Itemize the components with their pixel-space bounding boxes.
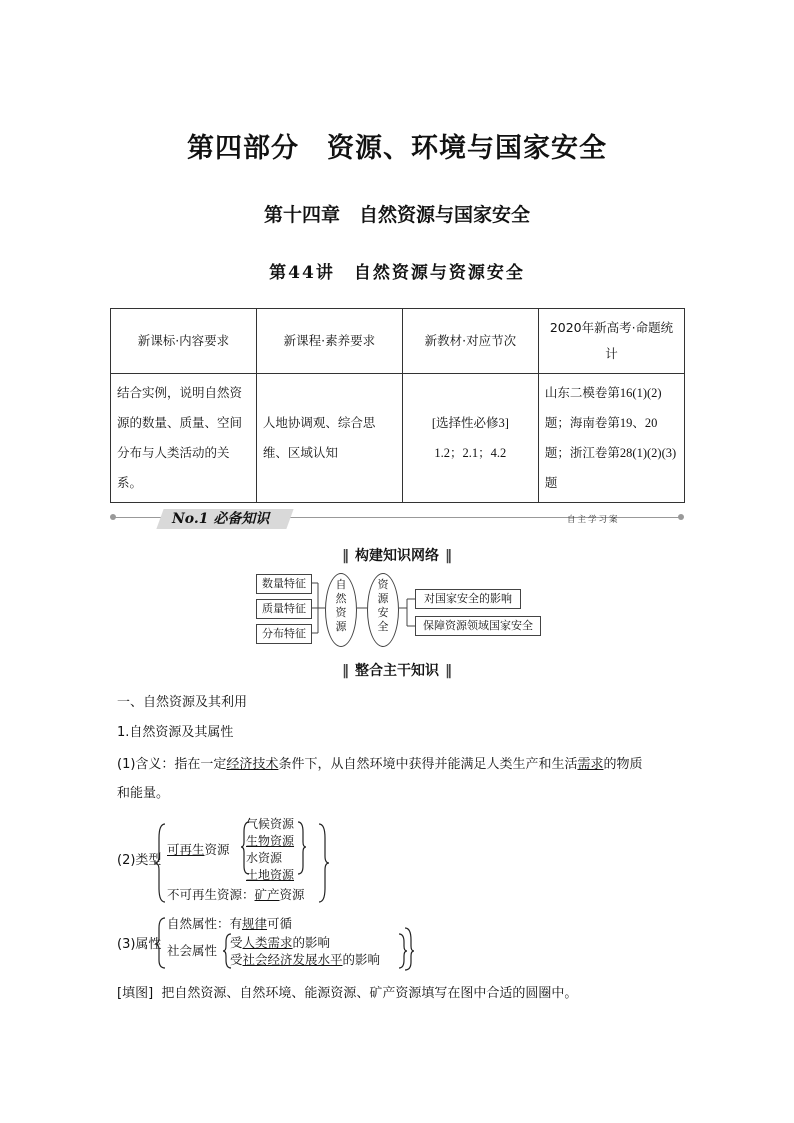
- definition-line-1: [117, 755, 642, 775]
- diagram-right-box: 对国家安全的影响: [415, 589, 521, 609]
- ellipse-char: 然: [335, 592, 347, 605]
- table-cell: [402, 374, 538, 503]
- table-header-row: [111, 309, 685, 374]
- section-divider-dot: [110, 514, 116, 520]
- nonrenewable-line: [167, 885, 305, 905]
- text-span: 的物质: [603, 757, 643, 772]
- list-item: 气候资源: [246, 817, 295, 831]
- integrate-knowledge-header: [0, 660, 794, 680]
- ellipse-char: 资: [377, 578, 389, 591]
- build-network-header: [0, 545, 794, 565]
- section-divider-dot: [678, 514, 684, 520]
- text-span: 受: [230, 952, 243, 967]
- underlined-answer: 规律: [242, 916, 268, 931]
- section-right-label: 自主学习案: [567, 515, 620, 525]
- underlined-answer: 矿产: [254, 887, 280, 902]
- list-item: 水资源: [246, 851, 283, 865]
- attributes-label: (3)属性: [117, 937, 162, 952]
- diagram-left-box: 分布特征: [256, 624, 312, 644]
- fill-instruction: [117, 984, 577, 1004]
- section-heading: 一、自然资源及其利用: [117, 695, 248, 710]
- table-header-cell: 2020年新高考·命题统计: [538, 309, 684, 374]
- underlined-answer: 人类需求: [242, 935, 293, 950]
- diagram-ellipse-natural-resources: [325, 573, 357, 647]
- underlined-answer: 经济技术: [226, 757, 279, 772]
- ellipse-char: 全: [377, 620, 389, 633]
- diagram-ellipse-resource-security: [367, 573, 399, 647]
- subsection-heading: 1.自然资源及其属性: [117, 725, 234, 740]
- diagram-left-box: 质量特征: [256, 599, 312, 619]
- table-header-cell: 新课程·素养要求: [256, 309, 402, 374]
- diagram-right-box: 保障资源领域国家安全: [415, 616, 541, 636]
- ellipse-char: 源: [377, 592, 389, 605]
- text-span: 把自然资源、自然环境、能源资源、矿产资源填写在图中合适的圆圈中。: [161, 986, 578, 1001]
- table-header-cell: 新课标·内容要求: [111, 309, 257, 374]
- text-span: 资源: [279, 887, 305, 902]
- ellipse-char: 自: [335, 578, 347, 591]
- table-cell-line: [选择性必修3]: [431, 416, 509, 430]
- underlined-answer: 需求: [577, 757, 604, 772]
- natural-attribute-line: [167, 915, 292, 933]
- text-span: 的影响: [292, 935, 331, 950]
- header-label: 构建知识网络: [355, 548, 439, 564]
- ellipse-char: 资: [335, 606, 347, 619]
- lecture-title: 第44讲 自然资源与资源安全: [269, 263, 525, 283]
- list-item: [230, 934, 380, 951]
- underlined-answer: 可再生: [167, 842, 205, 857]
- list-item: [230, 951, 380, 968]
- text-span: 的影响: [342, 952, 381, 967]
- renewable-line: [167, 840, 230, 860]
- text-span: 可循: [267, 916, 293, 931]
- text-span: 条件下，从自然环境中获得并能满足人类生产和生活: [278, 757, 578, 772]
- header-bar-icon: ‖: [342, 663, 349, 679]
- table-row: [111, 374, 685, 503]
- list-item: 生物资源: [246, 834, 295, 848]
- header-label: 整合主干知识: [355, 663, 439, 679]
- text-span: (1)含义：指在一定: [117, 757, 227, 772]
- table-header-cell: 新教材·对应节次: [402, 309, 538, 374]
- ellipse-char: 源: [335, 620, 347, 633]
- text-span: 自然属性：有: [167, 916, 243, 931]
- text-span: 不可再生资源：: [167, 887, 255, 902]
- table-cell: 结合实例，说明自然资源的数量、质量、空间分布与人类活动的关系。: [111, 374, 257, 503]
- section-tab-label: No.1 必备知识: [172, 511, 270, 527]
- list-item: 土地资源: [246, 868, 295, 882]
- social-attribute-label: 社会属性: [167, 943, 218, 958]
- ellipse-char: 安: [377, 606, 389, 619]
- social-attribute-items: [230, 934, 380, 968]
- text-span: 受: [230, 935, 243, 950]
- header-bar-icon: ‖: [342, 548, 349, 564]
- fill-tag: [填图]: [117, 986, 154, 1001]
- definition-line-2: 和能量。: [117, 786, 170, 801]
- chapter-title: 第十四章 自然资源与国家安全: [263, 204, 530, 226]
- table-cell-line: 1.2；2.1；4.2: [434, 446, 507, 460]
- table-cell: 人地协调观、综合思维、区域认知: [256, 374, 402, 503]
- text-span: 资源: [204, 842, 230, 857]
- underlined-answer: 社会经济发展水平: [242, 952, 343, 967]
- renewable-items: [246, 816, 294, 884]
- requirements-table: [110, 308, 685, 503]
- part-title: 第四部分 资源、环境与国家安全: [187, 133, 607, 164]
- types-label: (2)类型: [117, 853, 162, 868]
- diagram-left-box: 数量特征: [256, 574, 312, 594]
- header-bar-icon: ‖: [445, 548, 452, 564]
- table-cell: 山东二模卷第16(1)(2)题；海南卷第19、20题；浙江卷第28(1)(2)(3)题: [538, 374, 684, 503]
- header-bar-icon: ‖: [445, 663, 452, 679]
